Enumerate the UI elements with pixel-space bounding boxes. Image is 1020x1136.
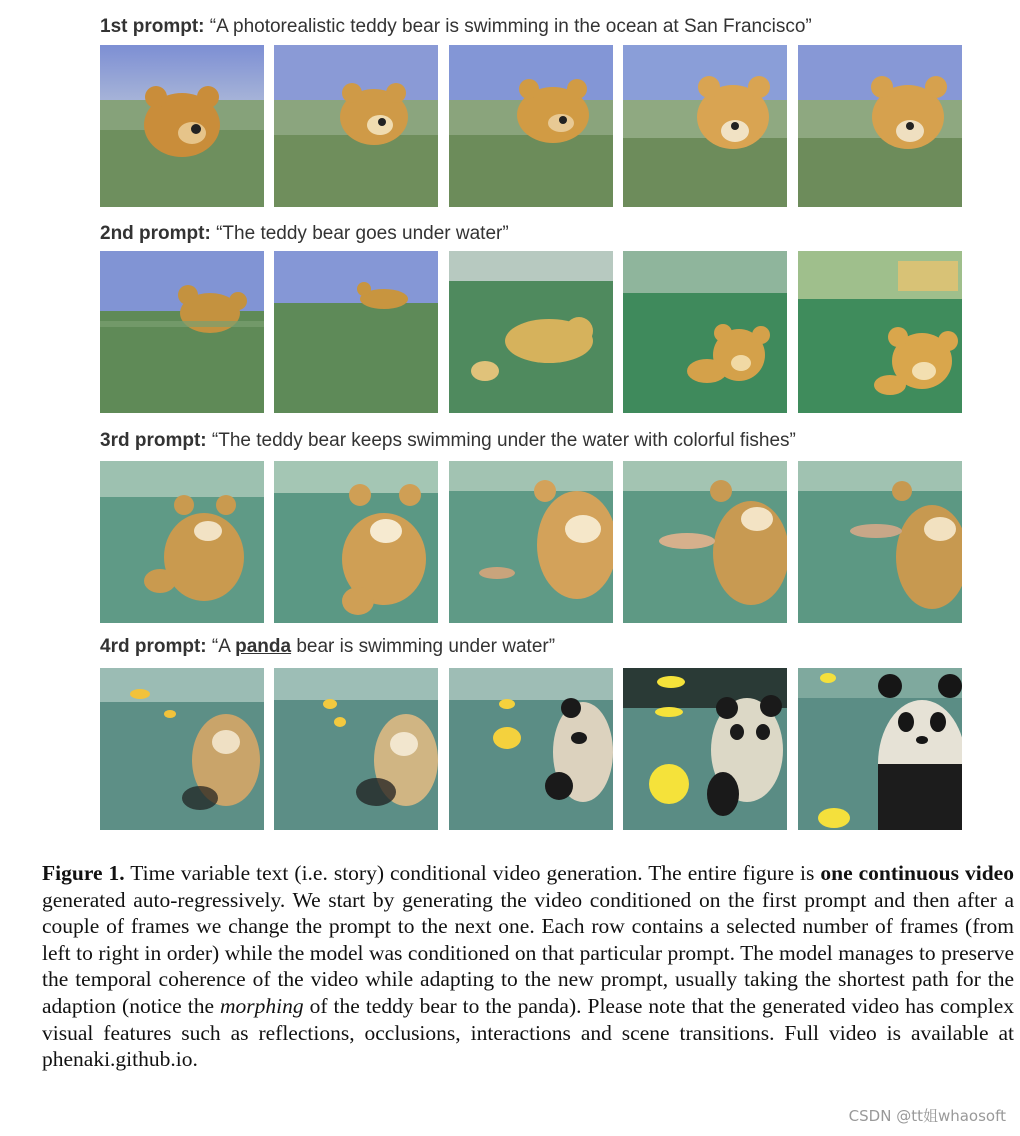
row-1-prompt-text: “A photorealistic teddy bear is swimming in the ocean at San Francisco” <box>209 16 812 37</box>
row-2-frames <box>100 251 962 413</box>
row-3-frame-2 <box>274 461 438 623</box>
row-3-frame-4 <box>623 461 787 623</box>
row-2-frame-2 <box>274 251 438 413</box>
figure-caption <box>42 860 1014 1073</box>
row-3-frame-5 <box>798 461 962 623</box>
row-3-prompt <box>100 430 796 452</box>
row-4-frame-4 <box>623 668 787 830</box>
row-4-frame-3 <box>449 668 613 830</box>
row-4-frame-2 <box>274 668 438 830</box>
figure-label: Figure 1. <box>42 861 125 885</box>
row-1-prompt-label: 1st prompt: <box>100 16 205 37</box>
row-1-frame-3 <box>449 45 613 207</box>
row-2-frame-4 <box>623 251 787 413</box>
row-2-frame-5 <box>798 251 962 413</box>
row-1-frames <box>100 45 962 207</box>
row-4-prompt-emph: panda <box>235 636 292 657</box>
row-4-prompt <box>100 636 555 658</box>
row-2-prompt-text: “The teddy bear goes under water” <box>216 223 509 244</box>
row-3-prompt-text: “The teddy bear keeps swimming under the water with colorful fishes” <box>211 430 796 451</box>
row-1-frame-5 <box>798 45 962 207</box>
row-1-frame-2 <box>274 45 438 207</box>
row-1-prompt <box>100 16 812 38</box>
row-3-frame-3 <box>449 461 613 623</box>
row-4-prompt-label: 4rd prompt: <box>100 636 207 657</box>
row-3-frame-1 <box>100 461 264 623</box>
row-1-frame-4 <box>623 45 787 207</box>
row-4-frame-1 <box>100 668 264 830</box>
row-2-frame-3 <box>449 251 613 413</box>
row-4-prompt-post: bear is swimming under water” <box>291 636 556 657</box>
row-4-frames <box>100 668 962 830</box>
row-1-frame-1 <box>100 45 264 207</box>
caption-text-3: of the teddy bear to the panda). Please note that the generated video has complex visual features such as reflections, occlusions, interactions and scene transitions. Full video is available at phenaki.github.io. <box>42 993 1014 1072</box>
caption-bold: one continuous video <box>820 861 1014 885</box>
row-2-frame-1 <box>100 251 264 413</box>
row-2-prompt <box>100 223 509 245</box>
caption-text-2: generated auto-regressively. We start by generating the video conditioned on the first prompt and then after a couple of frames we change the prompt to the next one. Each row contains a selected number of frames (from left to right in order) while the model was conditioned on that particular prompt. The model manages to preserve the temporal coherence of the video while adapting to the new prompt, usually taking the shortest path for the adaption (notice the <box>42 887 1014 1018</box>
row-4-prompt-pre: “A <box>211 636 236 657</box>
row-2-prompt-label: 2nd prompt: <box>100 223 211 244</box>
caption-italic: morphing <box>220 993 304 1018</box>
watermark: CSDN @tt姐whaosoft <box>848 1107 1006 1125</box>
row-3-frames <box>100 461 962 623</box>
row-3-prompt-label: 3rd prompt: <box>100 430 207 451</box>
caption-text-1: Time variable text (i.e. story) conditional video generation. The entire figure is <box>124 861 821 885</box>
row-4-frame-5 <box>798 668 962 830</box>
